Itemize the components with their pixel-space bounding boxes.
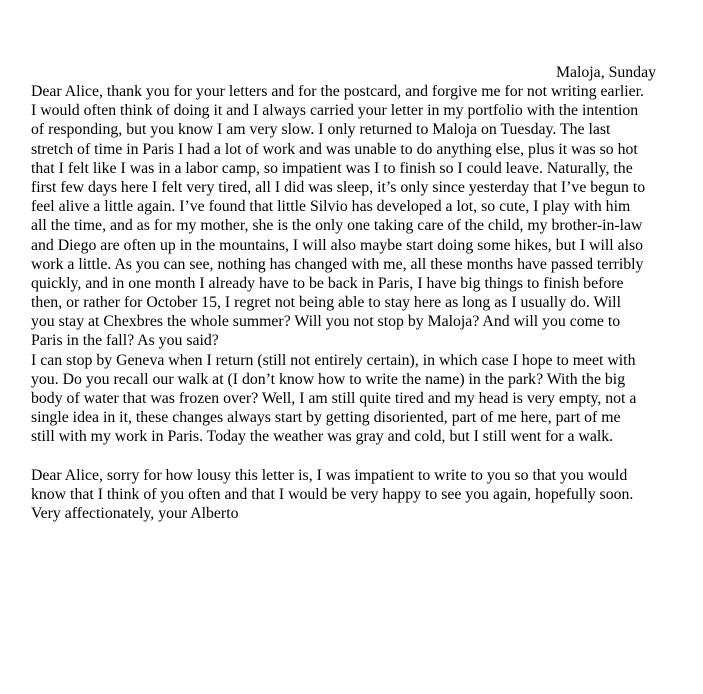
text-line: know that I think of you often and that I would be very happy to see you again, hopefully soon. — [31, 485, 634, 503]
text-line: quickly, and in one month I already have to be back in Paris, I have big things to finish before — [31, 274, 624, 292]
text-line: stretch of time in Paris I had a lot of work and was unable to do anything else, plus it was so hot — [31, 140, 638, 158]
text-line: Paris in the fall? As you said? — [31, 332, 219, 350]
text-line: still with my work in Paris. Today the weather was gray and cold, but I still went for a walk. — [31, 428, 614, 446]
paragraph-2 — [31, 351, 671, 447]
text-line: body of water that was frozen over? Well, I am still quite tired and my head is very empty, not a — [31, 390, 637, 407]
signature-line: Very affectionately, your Alberto — [31, 505, 239, 523]
text-line: first few days here I felt very tired, all I did was sleep, it’s only since yesterday that I’ve begun to — [31, 178, 646, 196]
text-line: of responding, but you know I am very slow. I only returned to Maloja on Tuesday. The last — [31, 121, 611, 139]
text-line: and Diego are often up in the mountains, I will also maybe start doing some hikes, but I will also — [31, 236, 644, 254]
paragraph-1 — [31, 82, 671, 351]
paragraph-gap — [31, 447, 671, 466]
text-line: all the time, and as for my mother, she is the only one taking care of the child, my brother-in-law — [31, 217, 643, 235]
text-line: Dear Alice, thank you for your letters and for the postcard, and forgive me for not writing earlier. — [31, 83, 644, 100]
text-line: single idea in it, these changes always start by getting disoriented, part of me here, part of me — [31, 409, 621, 427]
text-line: Dear Alice, sorry for how lousy this letter is, I was impatient to write to you so that you would — [31, 466, 628, 484]
text-line: feel alive a little again. I’ve found that little Silvio has developed a lot, so cute, I play with him — [31, 198, 631, 216]
text-line: that I felt like I was in a labor camp, so impatient was I to finish so I could leave. Naturally, the — [31, 159, 633, 177]
letter-body — [31, 82, 671, 523]
text-line: you. Do you recall our walk at (I don’t know how to write the name) in the park? With the big — [31, 370, 626, 388]
text-line: I would often think of doing it and I always carried your letter in my portfolio with the intention — [31, 102, 639, 120]
paragraph-3 — [31, 466, 671, 524]
text-line: you stay at Chexbres the whole summer? Will you not stop by Maloja? And will you come to — [31, 313, 621, 331]
text-line: work a little. As you can see, nothing has changed with me, all these months have passed terribly — [31, 255, 644, 273]
dateline: Maloja, Sunday — [555, 64, 656, 81]
text-line: then, or rather for October 15, I regret not being able to stay here as long as I usually do. Will — [31, 294, 621, 312]
text-line: I can stop by Geneva when I return (still not entirely certain), in which case I hope to meet with — [31, 351, 636, 369]
